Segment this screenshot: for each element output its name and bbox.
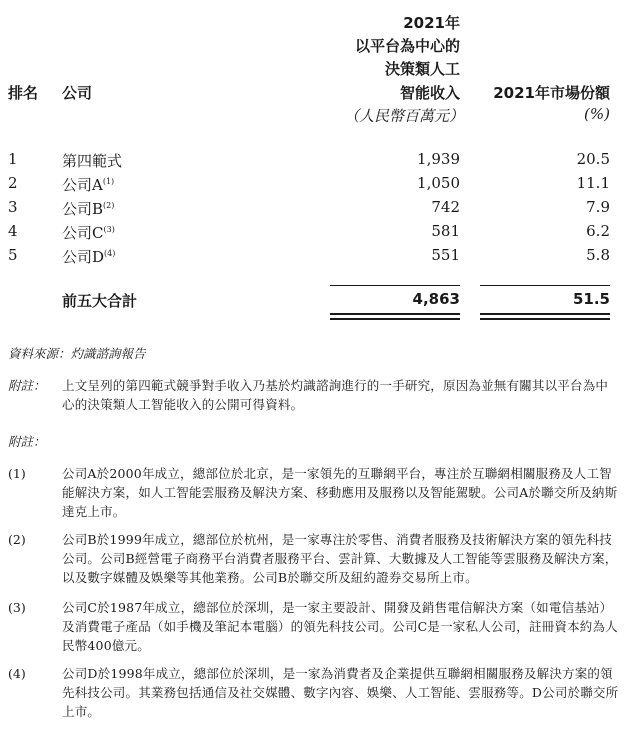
note-number: (3) <box>8 600 26 615</box>
row-company <box>62 222 115 243</box>
total-top-rule <box>330 285 460 286</box>
note-item <box>8 598 620 655</box>
note-item <box>8 664 620 721</box>
row-company-name: 公司C <box>62 224 104 242</box>
note-text: 公司B於1999年成立，總部位於杭州，是一家專注於零售、消費者服務及技術解決方案的領先科技公司。公司B經營電子商務平台消費者服務平台、雲計算、大數據及人工智能等雲服務及解決方案，以及數字媒體及娛樂等其他業務。公司B於聯交所及紐約證券交易所上市。 <box>62 532 618 585</box>
total-double-rule-a <box>330 313 460 315</box>
total-share: 51.5 <box>572 290 610 308</box>
row-share: 11.1 <box>576 174 610 192</box>
row-rank: 1 <box>8 150 18 168</box>
rank-header: 排名 <box>8 84 39 102</box>
revenue-header-unit: （人民幣百萬元） <box>343 107 464 125</box>
row-revenue: 551 <box>431 246 460 264</box>
note-text: 公司C於1987年成立，總部位於深圳，是一家主要設計、開發及銷售電信解決方案（如電信基站）及消費電子產品（如手機及筆記本電腦）的領先科技公司。公司C是一家私人公司，註冊資本約為人民幣400億元。 <box>62 600 618 653</box>
share-header-unit: (%) <box>584 105 610 123</box>
note-number: (1) <box>8 466 26 481</box>
row-company-name: 公司A <box>62 176 103 194</box>
row-company-footnote: (4) <box>104 249 116 258</box>
total-double-rule-b <box>330 318 460 320</box>
total-top-rule-2 <box>480 285 610 286</box>
note-text: 公司D於1998年成立，總部位於深圳，是一家為消費者及企業提供互聯網相關服務及解決方案的領先科技公司。其業務包括通信及社交媒體、數字內容、娛樂、人工智能、雲服務等。D公司於聯交所上市。 <box>62 666 619 719</box>
source-line: 資料來源：灼識諮詢報告 <box>8 346 146 361</box>
note-number: (2) <box>8 532 26 547</box>
row-company <box>62 246 115 267</box>
row-company <box>62 174 114 195</box>
note-item <box>8 464 620 521</box>
row-revenue: 742 <box>431 198 460 216</box>
row-company-footnote: (2) <box>103 201 115 210</box>
total-double-rule-d <box>480 318 610 320</box>
row-company-name: 公司D <box>62 248 105 266</box>
revenue-header-line2: 以平台為中心的 <box>354 37 460 55</box>
row-revenue: 1,050 <box>417 174 460 192</box>
row-company <box>62 198 114 219</box>
row-company-name: 公司B <box>62 200 104 218</box>
row-rank: 5 <box>8 246 18 264</box>
row-share: 20.5 <box>576 150 610 168</box>
row-rank: 2 <box>8 174 18 192</box>
notes-heading: 附註： <box>8 434 46 449</box>
row-rank: 4 <box>8 222 18 240</box>
row-rank: 3 <box>8 198 18 216</box>
share-header: 2021年市場份額 <box>493 84 610 102</box>
row-revenue: 1,939 <box>417 150 460 168</box>
note-number: (4) <box>8 666 26 681</box>
row-share: 6.2 <box>586 222 610 240</box>
remark-text: 上文呈列的第四範式競爭對手收入乃基於灼識諮詢進行的一手研究，原因為並無有關其以平台為中心的決策類人工智能收入的公開可得資料。 <box>62 378 609 412</box>
note-text: 公司A於2000年成立，總部位於北京，是一家領先的互聯網平台，專注於互聯網相關服務及人工智能解決方案，如人工智能雲服務及解決方案、移動應用及服務以及智能駕駛。公司A於聯交所及納斯達克上市。 <box>62 466 618 519</box>
row-company-footnote: (3) <box>103 225 115 234</box>
row-company-name: 第四範式 <box>62 152 123 170</box>
revenue-header-line3: 決策類人工 <box>384 60 460 78</box>
row-share: 7.9 <box>586 198 610 216</box>
revenue-header-year: 2021年 <box>403 14 460 32</box>
remark-label: 附註： <box>8 378 46 393</box>
row-share: 5.8 <box>586 246 610 264</box>
total-label: 前五大合計 <box>62 292 138 310</box>
total-double-rule-c <box>480 313 610 315</box>
row-revenue: 581 <box>431 222 460 240</box>
total-revenue: 4,863 <box>412 290 460 308</box>
row-company-footnote: (1) <box>102 177 115 186</box>
row-company <box>62 150 122 171</box>
revenue-header-line4: 智能收入 <box>399 84 460 102</box>
company-header: 公司 <box>62 84 93 102</box>
remark-block <box>8 376 620 414</box>
note-item <box>8 530 620 587</box>
